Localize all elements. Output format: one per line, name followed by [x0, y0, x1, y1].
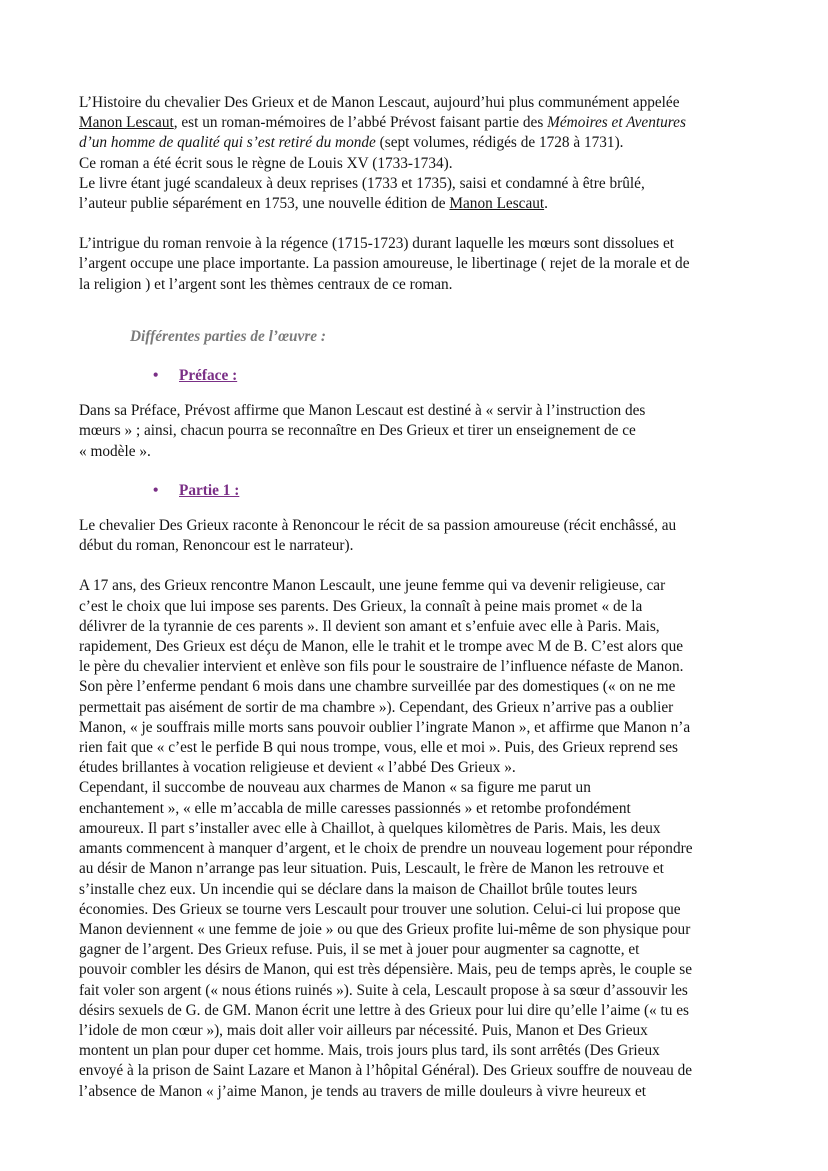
partie1-line: l’absence de Manon « j’aime Manon, je tends au travers de mille douleurs à vivre heureux et: [79, 1082, 647, 1100]
bullet-dot-icon: •: [153, 481, 159, 499]
intro-line-4: Ce roman a été écrit sous le règne de Louis XV (1733-1734).: [79, 154, 453, 172]
partie1-line: désirs sexuels de G. de GM. Manon écrit une lettre à des Grieux pour lui dire qu’elle l’aime (« tu es: [79, 1001, 689, 1019]
bullet-preface: [153, 366, 759, 386]
partie1-intro-line-2: début du roman, Renoncour est le narrateur).: [79, 537, 354, 555]
partie1-line: c’est le choix que lui impose ses parents. Des Grieux, la connaît à peine mais promet « de la: [79, 597, 643, 615]
partie1-line: études brillantes à vocation religieuse et devient « l’abbé Des Grieux ».: [79, 759, 516, 777]
heading-preface: Préface :: [179, 367, 238, 385]
partie1-line: rien fait que « c’est le perfide B qui nous trompe, vous, elle et moi ». Puis, des Grieux reprend ses: [79, 739, 678, 757]
intro-line-2-text: , est un roman-mémoires de l’abbé Prévost faisant partie des: [173, 114, 548, 132]
heading-partie-1: Partie 1 :: [179, 481, 240, 499]
context-line-3: la religion ) et l’argent sont les thèmes centraux de ce roman.: [79, 275, 453, 293]
intro-line-6-text: l’auteur publie séparément en 1753, une nouvelle édition de: [79, 195, 450, 213]
partie1-line: gagner de l’argent. Des Grieux refuse. Puis, il se met à jouer pour augmenter sa cagnotte, et: [79, 941, 640, 959]
intro-line-3-italic: d’un homme de qualité qui s’est retiré du monde: [79, 134, 376, 152]
partie1-line: rapidement, Des Grieux est déçu de Manon, elle le trahit et le trompe avec M de B. C’est alors que: [79, 638, 684, 656]
partie1-line: enchantement », « elle m’accabla de mille caresses passionnés » et retombe profondément: [79, 799, 631, 817]
intro-line-3-text: (sept volumes, rédigés de 1728 à 1731).: [375, 134, 624, 152]
partie1-line: Cependant, il succombe de nouveau aux charmes de Manon « sa figure me parut un: [79, 779, 591, 797]
intro-line-6: [79, 194, 759, 214]
partie1-line: l’idole de mon cœur »), mais doit aller voir ailleurs par nécessité. Puis, Manon et Des Grieux: [79, 1021, 648, 1039]
bullet-partie-1: [153, 481, 759, 501]
partie1-line: Manon, « je souffrais mille morts sans pouvoir oublier l’ingrate Manon », et affirme que Manon n’a: [79, 718, 691, 736]
edition-link-manon-lescaut[interactable]: Manon Lescaut: [449, 195, 545, 213]
partie1-line: délivrer de la tyrannie de ces parents ». Il devient son amant et s’enfuie avec elle à Paris. Mais,: [79, 617, 660, 635]
partie1-line: s’installe chez eux. Un incendie qui se déclare dans la maison de Chaillot brûle toutes leurs: [79, 880, 638, 898]
partie1-line: pouvoir combler les désirs de Manon, qui est très dépensière. Mais, peu de temps après, le couple se: [79, 961, 692, 979]
intro-line-1: L’Histoire du chevalier Des Grieux et de Manon Lescaut, aujourd’hui plus communément appelée: [79, 94, 680, 111]
preface-line-2: mœurs » ; ainsi, chacun pourra se reconnaître en Des Grieux et tirer un enseignement de ce: [79, 422, 636, 440]
partie1-line: Son père l’enferme pendant 6 mois dans une chambre surveillée par des domestiques (« on ne me: [79, 678, 676, 696]
intro-line-6-end: .: [544, 195, 548, 213]
document-body: [79, 93, 759, 1102]
partie1-intro-line-1: Le chevalier Des Grieux raconte à Renoncour le récit de sa passion amoureuse (récit enchâssé, au: [79, 517, 677, 535]
partie1-line: montent un plan pour duper cet homme. Mais, trois jours plus tard, ils sont arrêtés (Des Grieux: [79, 1042, 660, 1060]
partie1-line: A 17 ans, des Grieux rencontre Manon Lescault, une jeune femme qui va devenir religieuse, car: [79, 577, 666, 595]
context-line-1: L’intrigue du roman renvoie à la régence (1715-1723) durant laquelle les mœurs sont dissolues et: [79, 235, 675, 253]
partie1-line: envoyé à la prison de Saint Lazare et Manon à l’hôpital Général). Des Grieux souffre de nouveau de: [79, 1062, 693, 1080]
bullet-dot-icon: •: [153, 367, 159, 385]
title-link-manon-lescaut[interactable]: Manon Lescaut: [79, 114, 174, 132]
partie1-line: amoureux. Il part s’installer avec elle à Chaillot, à quelques kilomètres de Paris. Mais, les deux: [79, 819, 661, 837]
partie1-line: économies. Des Grieux se tourne vers Lescault pour trouver une solution. Celui-ci lui propose que: [79, 900, 681, 918]
partie1-line: au désir de Manon n’arrange pas leur situation. Puis, Lescault, le frère de Manon les retrouve et: [79, 860, 664, 878]
intro-line-5: Le livre étant jugé scandaleux à deux reprises (1733 et 1735), saisi et condamné à être brûlé,: [79, 174, 645, 192]
context-line-2: l’argent occupe une place importante. La passion amoureuse, le libertinage ( rejet de la morale et de: [79, 255, 690, 273]
partie1-line: permettait pas aisément de sortir de ma chambre »). Cependant, des Grieux n’arrive pas a oublier: [79, 698, 674, 716]
partie1-line: le père du chevalier intervient et enlève son fils pour le soustraire de l’influence néfaste de Manon.: [79, 658, 684, 676]
partie1-line: amants commencent à manquer d’argent, et le choix de prendre un nouveau logement pour répondre: [79, 840, 693, 858]
intro-line-2: [79, 113, 759, 133]
section-title: Différentes parties de l’œuvre :: [130, 327, 326, 345]
partie1-line: fait voler son argent (« nous étions ruinés »). Suite à cela, Lescault propose à sa sœur d’assouvir les: [79, 981, 688, 999]
partie1-line: Manon deviennent « une femme de joie » ou que des Grieux profite lui-même de son physique pour: [79, 920, 691, 938]
partie1-body: [79, 576, 759, 1101]
intro-line-2-italic: Mémoires et Aventures: [547, 114, 686, 132]
preface-line-3: « modèle ».: [79, 442, 151, 460]
preface-line-1: Dans sa Préface, Prévost affirme que Manon Lescaut est destiné à « servir à l’instruction des: [79, 402, 646, 420]
intro-line-3: [79, 133, 759, 153]
